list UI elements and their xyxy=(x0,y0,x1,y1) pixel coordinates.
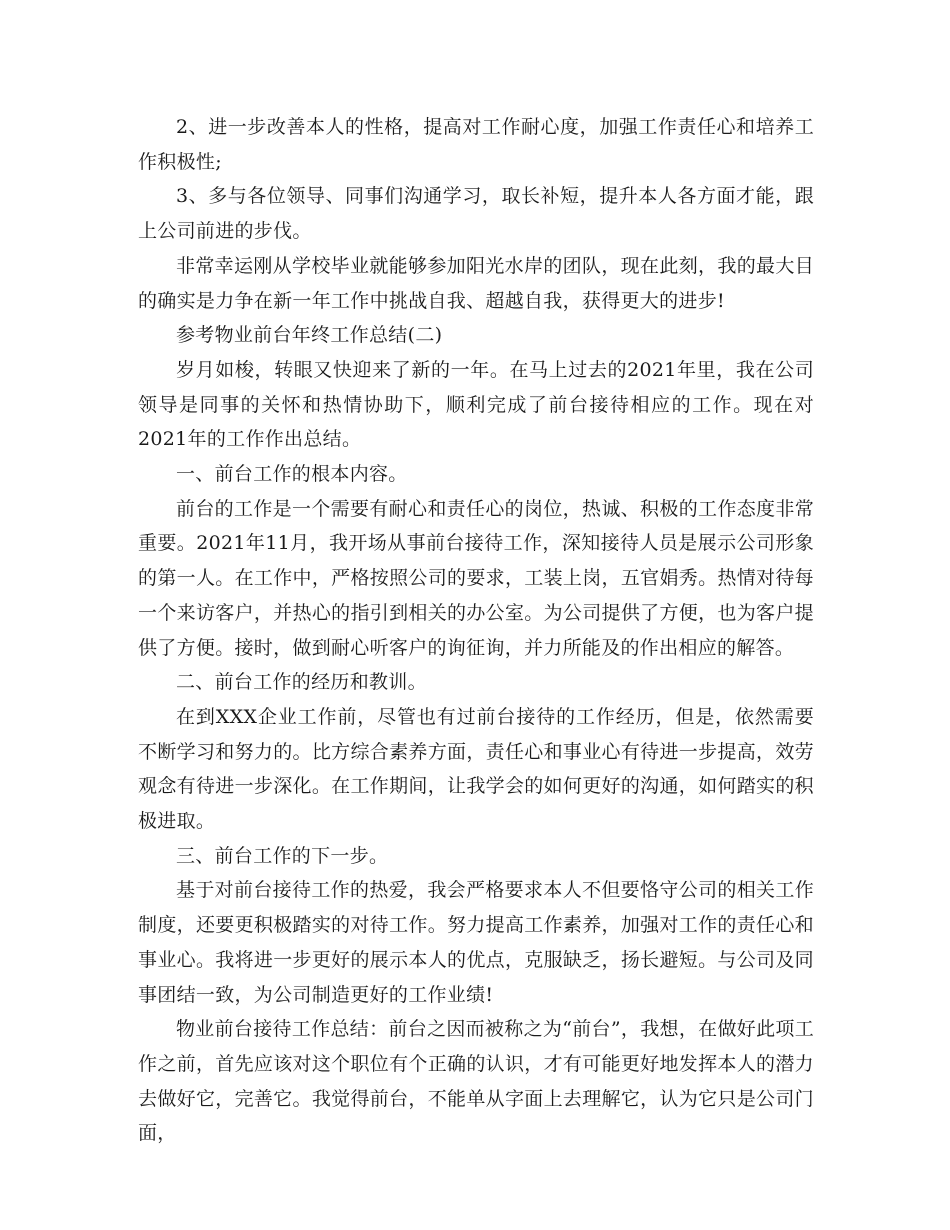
document-body xyxy=(138,110,814,1151)
section-title: 参考物业前台年终工作总结(二) xyxy=(176,324,443,347)
paragraph-content: 前台的工作是一个需要有耐心和责任心的岗位，热诚、积极的工作态度非常重要。2021年11月，我开场从事前台接待工作，深知接待人员是展示公司形象的第一人。在工作中，严格按照公司的要求，工装上岗，五官娟秀。热情对待每一个来访客户，并热心的指引到相关的办公室。为公司提供了方便，也为客户提供了方便。接时，做到耐心听客户的询征询，并力所能及的作出相应的解答。 xyxy=(138,497,814,659)
heading-2: 二、前台工作的经历和教训。 xyxy=(176,671,427,694)
paragraph-intro: 岁月如梭，转眼又快迎来了新的一年。在马上过去的2021年里，我在公司领导是同事的关怀和热情协助下，顺利完成了前台接待相应的工作。现在对2021年的工作作出总结。 xyxy=(138,358,814,451)
heading-1: 一、前台工作的根本内容。 xyxy=(176,463,408,486)
paragraph-summary: 物业前台接待工作总结：前台之因而被称之为“前台”，我想，在做好此项工作之前，首先应该对这个职位有个正确的认识，才有可能更好地发挥本人的潜力去做好它，完善它。我觉得前台，不能单从字面上去理解它，认为它只是公司门面， xyxy=(138,1018,814,1145)
paragraph-closing: 非常幸运刚从学校毕业就能够参加阳光水岸的团队，现在此刻，我的最大目的确实是力争在新一年工作中挑战自我、超越自我，获得更大的进步! xyxy=(138,254,814,312)
paragraph-next-step: 基于对前台接待工作的热爱，我会严格要求本人不但要恪守公司的相关工作制度，还要更积极踏实的对待工作。努力提高工作素养，加强对工作的责任心和事业心。我将进一步更好的展示本人的优点，克服缺乏，扬长避短。与公司及同事团结一致，为公司制造更好的工作业绩! xyxy=(138,879,814,1006)
paragraph-experience: 在到XXX企业工作前，尽管也有过前台接待的工作经历，但是，依然需要不断学习和努力的。比方综合素养方面，责任心和事业心有待进一步提高，效劳观念有待进一步深化。在工作期间，让我学会的如何更好的沟通，如何踏实的积极进取。 xyxy=(138,705,814,833)
heading-3: 三、前台工作的下一步。 xyxy=(176,844,389,867)
paragraph-item-2: 2、进一步改善本人的性格，提高对工作耐心度，加强工作责任心和培养工作积极性; xyxy=(138,116,814,173)
paragraph-item-3: 3、多与各位领导、同事们沟通学习，取长补短，提升本人各方面才能，跟上公司前进的步伐。 xyxy=(138,185,814,243)
